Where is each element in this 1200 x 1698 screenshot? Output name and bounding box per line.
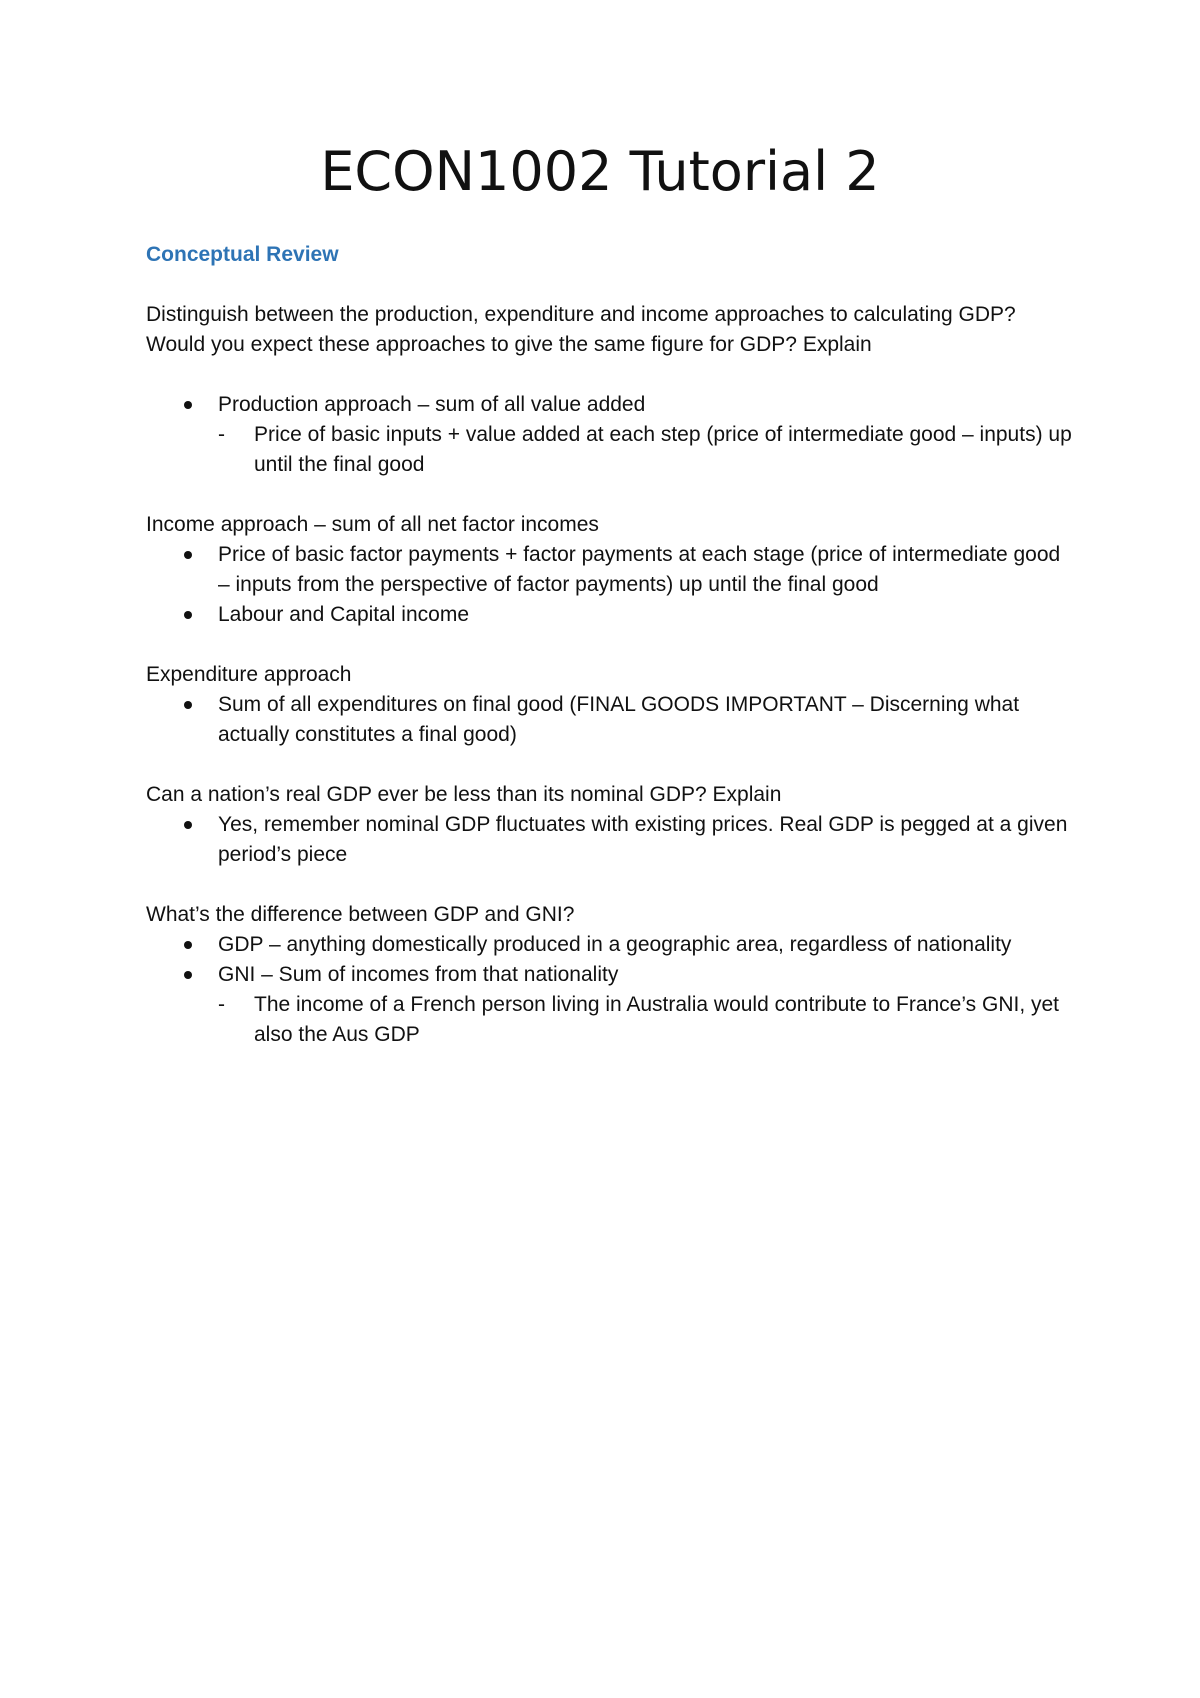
real-nominal-answer-text: Yes, remember nominal GDP fluctuates with existing prices. Real GDP is pegged at a given period’s piece — [218, 813, 1068, 866]
spacer — [146, 360, 1076, 390]
dash-icon: - — [218, 993, 225, 1016]
income-bullet-list — [146, 540, 1076, 630]
list-item — [218, 810, 1076, 870]
list-item — [218, 540, 1076, 600]
expenditure-approach-heading: Expenditure approach — [146, 663, 352, 686]
gni-sub-list — [218, 990, 1076, 1050]
question-gdp-vs-gni: What’s the difference between GDP and GNI? — [146, 903, 575, 926]
list-item — [218, 690, 1076, 750]
production-bullet-list — [146, 390, 1076, 480]
income-approach-heading: Income approach – sum of all net factor incomes — [146, 513, 599, 536]
spacer — [146, 630, 1076, 660]
bullet-icon — [184, 971, 192, 979]
production-approach-text: Production approach – sum of all value added — [218, 393, 646, 416]
income-bullet-text: Labour and Capital income — [218, 603, 469, 626]
bullet-icon — [184, 551, 192, 559]
income-bullet-text: Price of basic factor payments + factor payments at each stage (price of intermediate good – inputs from the perspective of factor payments) up until the final good — [218, 543, 1061, 596]
production-sub-list — [218, 420, 1076, 480]
list-item — [218, 990, 1076, 1050]
document-title: ECON1002 Tutorial 2 — [320, 140, 880, 203]
section-heading-conceptual-review: Conceptual Review — [146, 243, 339, 266]
list-item — [218, 960, 1076, 1050]
real-nominal-bullet-list — [146, 810, 1076, 870]
expenditure-bullet-list — [146, 690, 1076, 750]
spacer — [146, 480, 1076, 510]
gni-example-text: The income of a French person living in Australia would contribute to France’s GNI, yet also the Aus GDP — [254, 993, 1060, 1046]
question-real-vs-nominal: Can a nation’s real GDP ever be less than its nominal GDP? Explain — [146, 783, 782, 806]
list-item — [218, 930, 1076, 960]
bullet-icon — [184, 701, 192, 709]
gni-definition-text: GNI – Sum of incomes from that nationality — [218, 963, 619, 986]
production-sub-text: Price of basic inputs + value added at each step (price of intermediate good – inputs) up until the final good — [254, 423, 1072, 476]
question-approaches: Distinguish between the production, expenditure and income approaches to calculating GDP? Would you expect these approaches to give the same figure for GDP? Explain — [146, 303, 1016, 356]
bullet-icon — [184, 821, 192, 829]
document-body — [146, 240, 1076, 1050]
bullet-icon — [184, 941, 192, 949]
expenditure-bullet-text: Sum of all expenditures on final good (FINAL GOODS IMPORTANT – Discerning what actually constitutes a final good) — [218, 693, 1020, 746]
list-item — [218, 420, 1076, 480]
list-item — [218, 600, 1076, 630]
spacer — [146, 750, 1076, 780]
spacer — [146, 870, 1076, 900]
bullet-icon — [184, 401, 192, 409]
dash-icon: - — [218, 423, 225, 446]
list-item — [218, 390, 1076, 480]
gdp-gni-bullet-list — [146, 930, 1076, 1050]
gdp-definition-text: GDP – anything domestically produced in a geographic area, regardless of nationality — [218, 933, 1012, 956]
bullet-icon — [184, 611, 192, 619]
